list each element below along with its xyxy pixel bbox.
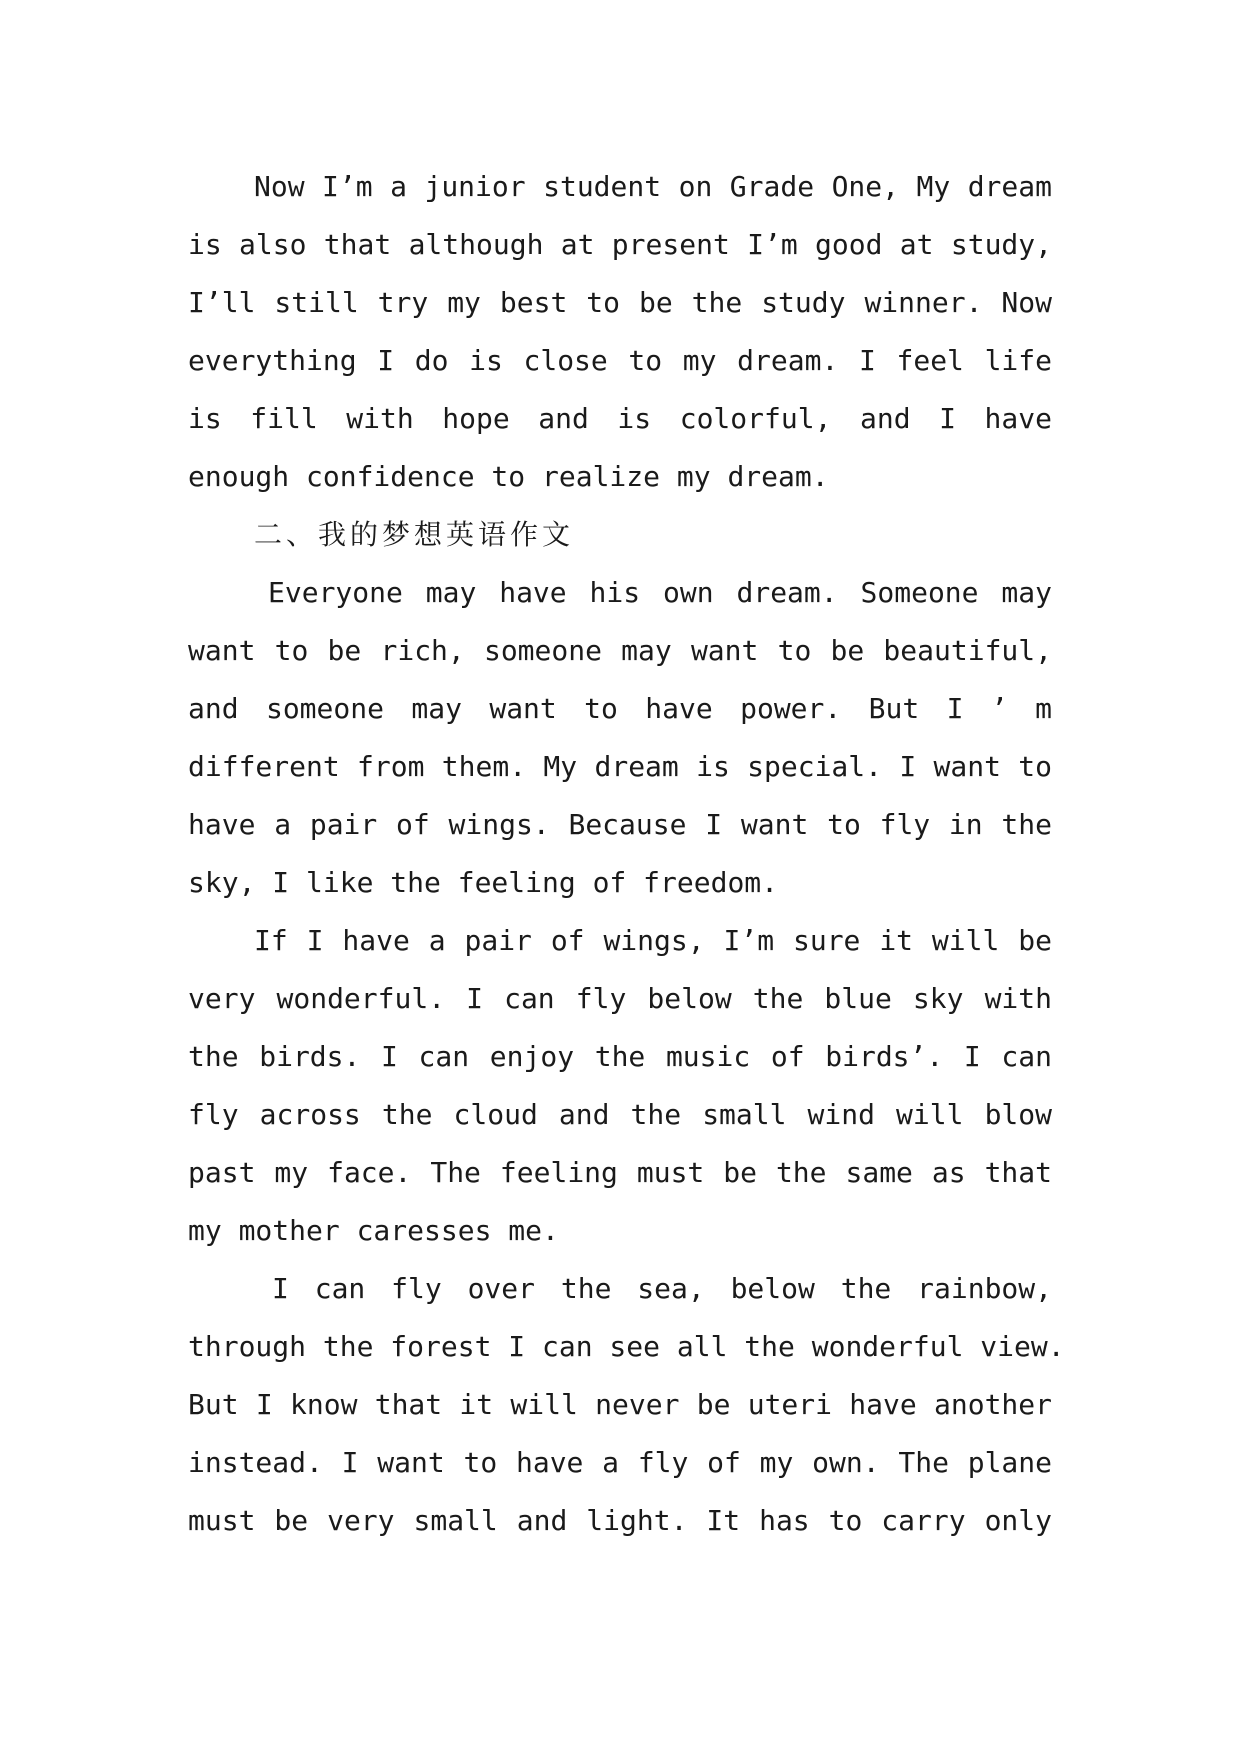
paragraph-everyone-dream	[188, 564, 1052, 912]
text-line: must be very small and light. It has to carry only	[188, 1504, 1052, 1537]
text-line: and someone may want to have power. But I ’ m	[188, 692, 1052, 725]
document-body	[188, 158, 1065, 1550]
section-heading: 二、我的梦想英语作文	[254, 518, 575, 551]
text-line: past my face. The feeling must be the same as that	[188, 1156, 1052, 1189]
text-line: through the forest I can see all the wonderful view.	[188, 1330, 1065, 1363]
text-line: have a pair of wings. Because I want to fly in the	[188, 808, 1052, 841]
text-line: the birds. I can enjoy the music of birds’. I can	[188, 1040, 1052, 1073]
text-line: very wonderful. I can fly below the blue sky with	[188, 982, 1052, 1015]
text-line: is also that although at present I’m good at study,	[188, 228, 1052, 261]
text-line: is fill with hope and is colorful, and I have	[188, 402, 1052, 435]
text-line: want to be rich, someone may want to be beautiful,	[188, 634, 1052, 667]
text-line: sky, I like the feeling of freedom.	[188, 866, 779, 899]
text-line: different from them. My dream is special. I want to	[188, 750, 1052, 783]
text-line: I can fly over the sea, below the rainbow,	[272, 1272, 1052, 1305]
text-line: fly across the cloud and the small wind will blow	[188, 1098, 1052, 1131]
text-line: Now I’m a junior student on Grade One, My dream	[254, 170, 1052, 203]
text-line: But I know that it will never be uteri have another	[188, 1388, 1052, 1421]
text-line: instead. I want to have a fly of my own. The plane	[188, 1446, 1052, 1479]
text-line: my mother caresses me.	[188, 1214, 559, 1247]
paragraph-fly-over-sea	[188, 1260, 1065, 1550]
paragraph-junior-student	[188, 158, 1052, 506]
text-line: I’ll still try my best to be the study winner. Now	[188, 286, 1052, 319]
text-line: enough confidence to realize my dream.	[188, 460, 829, 493]
text-line: If I have a pair of wings, I’m sure it will be	[254, 924, 1052, 957]
text-line: Everyone may have his own dream. Someone may	[268, 576, 1052, 609]
text-line: everything I do is close to my dream. I feel life	[188, 344, 1052, 377]
paragraph-pair-of-wings	[188, 912, 1052, 1260]
